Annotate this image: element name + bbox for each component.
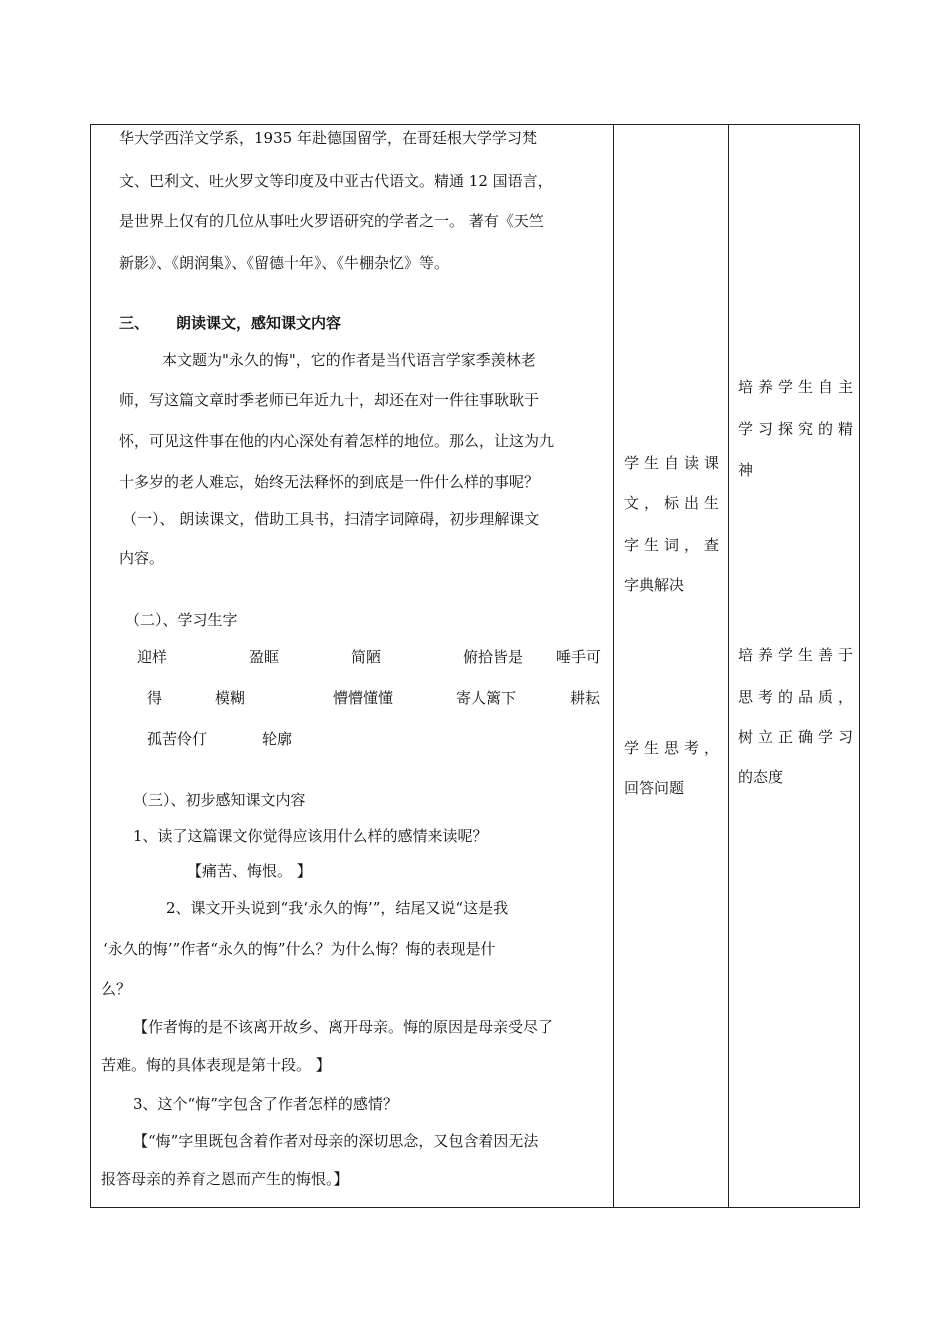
goal-line: 的态度 bbox=[738, 768, 784, 786]
vocab-word: 唾手可 bbox=[556, 648, 602, 666]
answer-2-line: 苦难。悔的具体表现是第十段。 】 bbox=[101, 1056, 331, 1074]
student-activity-line: 字典解决 bbox=[624, 576, 685, 594]
student-activity-line: 回答问题 bbox=[624, 779, 685, 797]
vocab-word: 模糊 bbox=[215, 689, 246, 707]
column-divider bbox=[728, 125, 729, 1207]
section-title: 朗读课文，感知课文内容 bbox=[176, 314, 342, 332]
section-number: 三、 bbox=[119, 314, 150, 332]
goal-line: 思考的品质， bbox=[738, 688, 859, 706]
answer-2-line: 【作者悔的是不该离开故乡、离开母亲。悔的原因是母亲受尽了 bbox=[133, 1018, 554, 1036]
intro-line: 师，写这篇文章时季老师已年近九十，却还在对一件往事耿耿于 bbox=[119, 391, 540, 409]
intro-line: 十多岁的老人难忘，始终无法释怀的到底是一件什么样的事呢？ bbox=[119, 473, 540, 491]
student-activity-line: 学生思考， bbox=[624, 739, 725, 757]
student-activity-line: 文，标出生 bbox=[624, 494, 725, 512]
goal-line: 学习探究的精 bbox=[738, 420, 859, 438]
part3-title: （三）、初步感知课文内容 bbox=[133, 791, 306, 809]
part1-line: （一）、 朗读课文，借助工具书，扫清字词障碍，初步理解课文 bbox=[122, 510, 540, 528]
answer-3-line: 报答母亲的养育之恩而产生的悔恨。】 bbox=[101, 1170, 349, 1188]
vocab-word: 盈眶 bbox=[249, 648, 280, 666]
question-3: 3、这个“悔”字包含了作者怎样的感情？ bbox=[133, 1095, 398, 1113]
goal-line: 树立正确学习 bbox=[738, 728, 859, 746]
vocab-word: 寄人篱下 bbox=[456, 689, 517, 707]
student-activity-line: 学生自读课 bbox=[624, 454, 725, 472]
question-2-line: ‘永久的悔’”作者“永久的悔”什么？为什么悔？悔的表现是什 bbox=[103, 940, 496, 958]
vocab-word: 简陋 bbox=[351, 648, 382, 666]
vocab-word: 孤苦伶仃 bbox=[147, 730, 208, 748]
bio-line: 华大学西洋文学系，1935 年赴德国留学，在哥廷根大学学习梵 bbox=[119, 129, 537, 147]
vocab-word: 轮廓 bbox=[262, 730, 293, 748]
bio-line: 是世界上仅有的几位从事吐火罗语研究的学者之一。 著有《天竺 bbox=[119, 212, 544, 230]
vocab-word: 得 bbox=[147, 689, 163, 707]
question-2-line: 2、课文开头说到“我‘永久的悔’”，结尾又说“这是我 bbox=[166, 899, 509, 917]
goal-line: 培养学生自主 bbox=[738, 378, 859, 396]
question-1: 1、读了这篇课文你觉得应该用什么样的感情来读呢？ bbox=[133, 827, 488, 845]
part2-title: （二）、学习生字 bbox=[125, 611, 238, 629]
answer-1: 【痛苦、悔恨。 】 bbox=[187, 862, 312, 880]
intro-line: 本文题为"永久的悔"，它的作者是当代语言学家季羡林老 bbox=[162, 351, 536, 369]
vocab-word: 耕耘 bbox=[570, 689, 601, 707]
goal-line: 神 bbox=[738, 461, 754, 479]
intro-line: 怀，可见这件事在他的内心深处有着怎样的地位。那么，让这为九 bbox=[119, 432, 555, 450]
question-2-line: 么？ bbox=[101, 980, 132, 998]
goal-line: 培养学生善于 bbox=[738, 646, 859, 664]
student-activity-line: 字生词，查 bbox=[624, 536, 725, 554]
column-divider bbox=[613, 125, 614, 1207]
bio-line: 新影》、《朗润集》、《留德十年》、《牛棚杂忆》等。 bbox=[119, 254, 450, 272]
vocab-word: 迎样 bbox=[137, 648, 168, 666]
vocab-word: 俯拾皆是 bbox=[463, 648, 524, 666]
vocab-word: 懵懵懂懂 bbox=[333, 689, 394, 707]
part1-line: 内容。 bbox=[119, 549, 165, 567]
bio-line: 文、巴利文、吐火罗文等印度及中亚古代语文。精通 12 国语言， bbox=[119, 172, 553, 190]
answer-3-line: 【“悔”字里既包含着作者对母亲的深切思念，又包含着因无法 bbox=[133, 1132, 539, 1150]
